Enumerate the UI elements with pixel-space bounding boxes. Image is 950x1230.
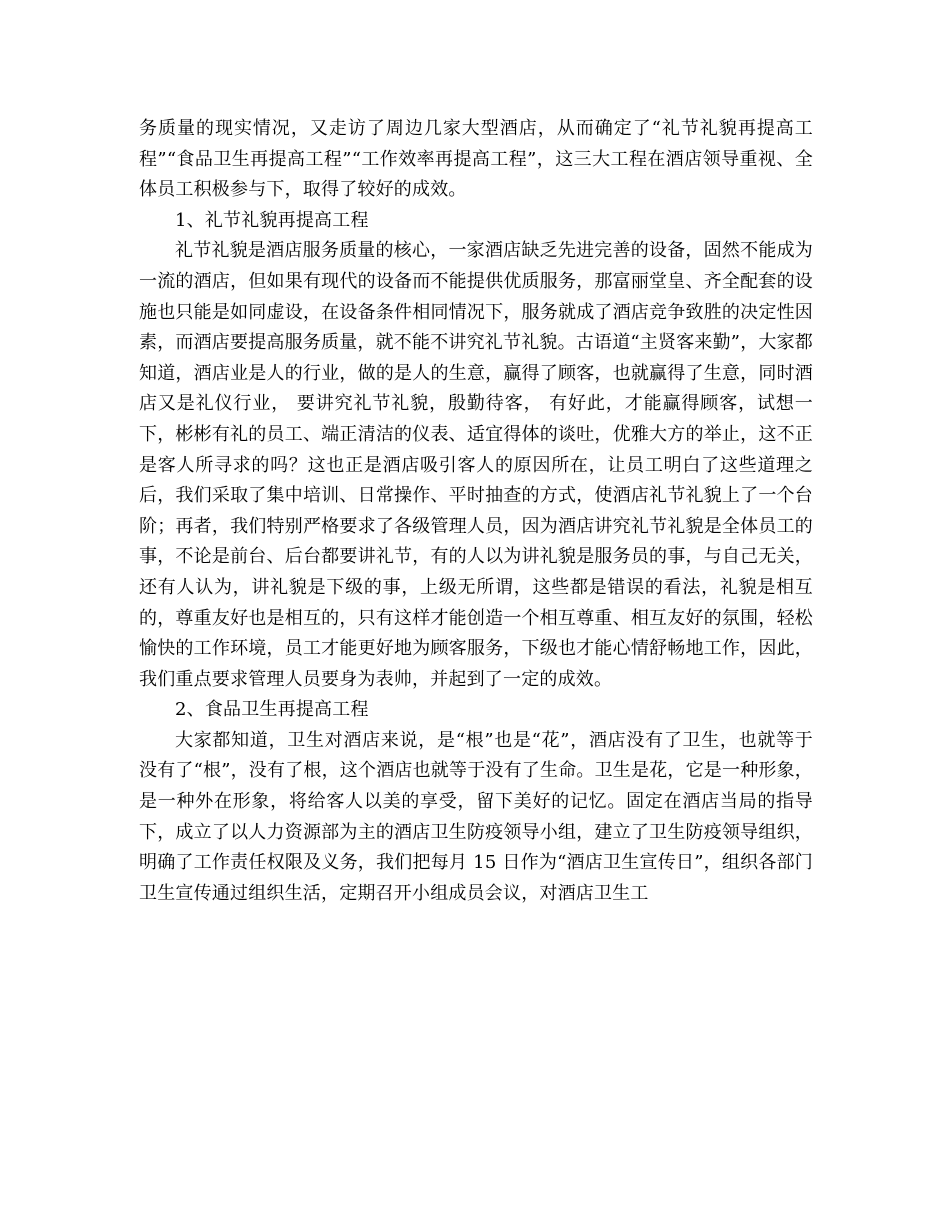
section-heading-food-hygiene: 2、食品卫生再提高工程 bbox=[175, 699, 369, 721]
paragraph-food-hygiene: 大家都知道，卫生对酒店来说，是“根”也是“花”，酒店没有了卫生，也就等于没有了“根”，没有了根，这个酒店也就等于没有了生命。卫生是花，它是一种形象，是一种外在形象，将给客人以美的享受，留下美好的记忆。固定在酒店当局的指导下，成立了以人力资源部为主的酒店卫生防疫领导小组，建立了卫生防疫领导组织，明确了工作责任权限及义务，我们把每月 15 日作为“酒店卫生宣传日”，组织各部门卫生宣传通过组织生活，定期召开小组成员会议，对酒店卫生工 bbox=[139, 729, 814, 904]
document-page bbox=[139, 114, 813, 909]
paragraph-continuation: 务质量的现实情况，又走访了周边几家大型酒店，从而确定了“礼节礼貌再提高工程”“食品卫生再提高工程”“工作效率再提高工程”，这三大工程在酒店领导重视、全体员工积极参与下，取得了较好的成效。 bbox=[139, 118, 813, 201]
paragraph-courtesy: 礼节礼貌是酒店服务质量的核心，一家酒店缺乏先进完善的设备，固然不能成为一流的酒店，但如果有现代的设备而不能提供优质服务，那富丽堂皇、齐全配套的设施也只能是如同虚设，在设备条件相同情况下，服务就成了酒店竞争致胜的决定性因素，而酒店要提高服务质量，就不能不讲究礼节礼貌。古语道“主贤客来勤”，大家都知道，酒店业是人的行业，做的是人的生意，赢得了顾客，也就赢得了生意，同时酒店又是礼仪行业， 要讲究礼节礼貌，殷勤待客， 有好此，才能赢得顾客，试想一下，彬彬有礼的员工、端正清洁的仪表、适宜得体的谈吐，优雅大方的举止，这不正是客人所寻求的吗？这也正是酒店吸引客人的原因所在，让员工明白了这些道理之后，我们采取了集中培训、日常操作、平时抽查的方式，使酒店礼节礼貌上了一个台阶；再者，我们特别严格要求了各级管理人员，因为酒店讲究礼节礼貌是全体员工的事，不论是前台、后台都要讲礼节，有的人以为讲礼貌是服务员的事，与自己无关，还有人认为，讲礼貌是下级的事，上级无所谓，这些都是错误的看法，礼貌是相互的，尊重友好也是相互的，只有这样才能创造一个相互尊重、相互友好的氛围，轻松愉快的工作环境，员工才能更好地为顾客服务，下级也才能心情舒畅地工作，因此，我们重点要求管理人员要身为表帅，并起到了一定的成效。 bbox=[139, 240, 814, 690]
section-heading-courtesy: 1、礼节礼貌再提高工程 bbox=[175, 209, 369, 231]
